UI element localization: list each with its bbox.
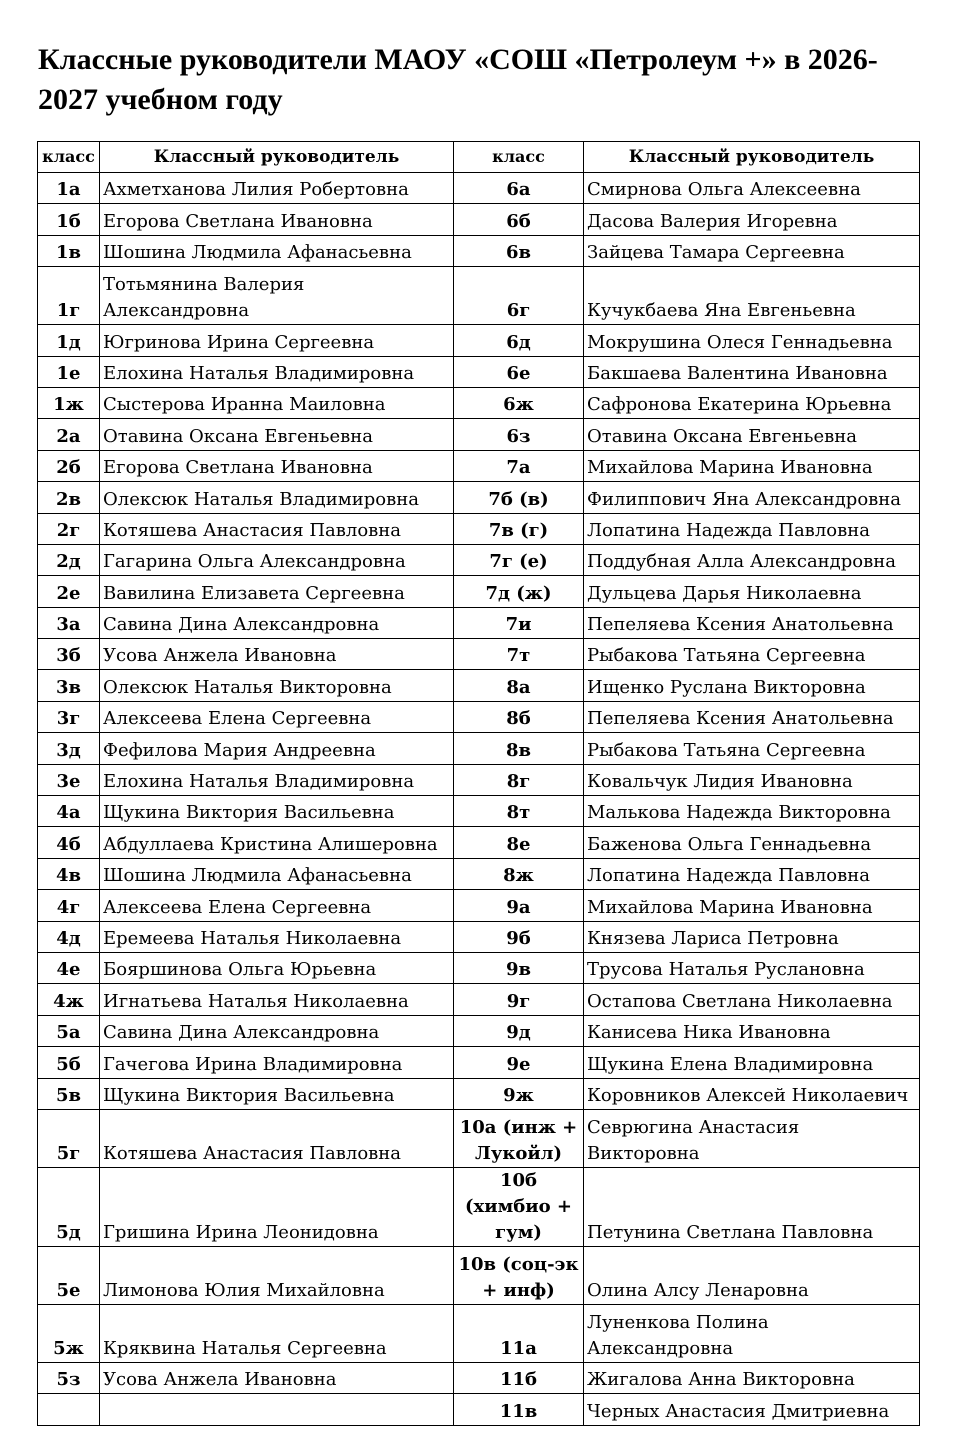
table-row	[38, 952, 920, 983]
class-cell: 3д	[38, 733, 100, 764]
class-cell: 4в	[38, 858, 100, 889]
class-cell: 2а	[38, 419, 100, 450]
class-cell: 3в	[38, 670, 100, 701]
class-cell: 1в	[38, 235, 100, 266]
table-row	[38, 1304, 920, 1362]
table-row	[38, 1078, 920, 1109]
class-cell: 4а	[38, 796, 100, 827]
teacher-cell: Мокрушина Олеся Геннадьевна	[584, 325, 920, 356]
class-cell: 5д	[38, 1167, 100, 1246]
class-cell: 1г	[38, 267, 100, 325]
table-row	[38, 890, 920, 921]
class-cell: 9г	[454, 984, 584, 1015]
table-row	[38, 733, 920, 764]
class-cell: 5г	[38, 1109, 100, 1167]
table-row	[38, 235, 920, 266]
class-cell: 1а	[38, 173, 100, 204]
teacher-cell: Шошина Людмила Афанасьевна	[100, 235, 454, 266]
class-cell: 11а	[454, 1304, 584, 1362]
class-cell: 2г	[38, 513, 100, 544]
class-cell: 1д	[38, 325, 100, 356]
class-cell: 9в	[454, 952, 584, 983]
class-cell: 7в (г)	[454, 513, 584, 544]
table-row	[38, 482, 920, 513]
teacher-cell: Гагарина Ольга Александровна	[100, 544, 454, 575]
class-cell: 6ж	[454, 387, 584, 418]
teacher-cell: Дасова Валерия Игоревна	[584, 204, 920, 235]
teacher-cell: Еремеева Наталья Николаевна	[100, 921, 454, 952]
class-cell: 9б	[454, 921, 584, 952]
teacher-cell: Гришина Ирина Леонидовна	[100, 1167, 454, 1246]
teacher-cell: Бояршинова Ольга Юрьевна	[100, 952, 454, 983]
table-row	[38, 325, 920, 356]
teacher-cell: Баженова Ольга Геннадьевна	[584, 827, 920, 858]
teacher-cell: Филиппович Яна Александровна	[584, 482, 920, 513]
teacher-cell: Жигалова Анна Викторовна	[584, 1362, 920, 1393]
class-cell: 7б (в)	[454, 482, 584, 513]
table-row	[38, 858, 920, 889]
teacher-cell: Олексюк Наталья Владимировна	[100, 482, 454, 513]
teacher-cell: Савина Дина Александровна	[100, 1015, 454, 1046]
table-row	[38, 1109, 920, 1167]
teachers-table	[37, 141, 920, 1426]
class-cell: 6а	[454, 173, 584, 204]
teacher-cell: Усова Анжела Ивановна	[100, 1362, 454, 1393]
class-cell: 6д	[454, 325, 584, 356]
class-cell: 3е	[38, 764, 100, 795]
teacher-cell: Лопатина Надежда Павловна	[584, 513, 920, 544]
class-cell: 7т	[454, 639, 584, 670]
teacher-cell: Дульцева Дарья Николаевна	[584, 576, 920, 607]
class-cell: 7д (ж)	[454, 576, 584, 607]
teacher-cell: Пепеляева Ксения Анатольевна	[584, 607, 920, 638]
teacher-cell: Поддубная Алла Александровна	[584, 544, 920, 575]
class-cell: 11б	[454, 1362, 584, 1393]
teacher-cell: Ахметханова Лилия Робертовна	[100, 173, 454, 204]
class-cell: 5ж	[38, 1304, 100, 1362]
teacher-cell: Тотьмянина Валерия Александровна	[100, 267, 454, 325]
class-cell: 6б	[454, 204, 584, 235]
teacher-cell: Кучукбаева Яна Евгеньевна	[584, 267, 920, 325]
table-row	[38, 267, 920, 325]
class-cell: 10б (химбио + гум)	[454, 1167, 584, 1246]
teacher-cell: Егорова Светлана Ивановна	[100, 450, 454, 481]
class-cell: 6г	[454, 267, 584, 325]
table-row	[38, 701, 920, 732]
table-row	[38, 1394, 920, 1425]
teacher-cell: Рыбакова Татьяна Сергеевна	[584, 639, 920, 670]
class-cell: 7и	[454, 607, 584, 638]
teacher-cell: Котяшева Анастасия Павловна	[100, 1109, 454, 1167]
teacher-cell: Елохина Наталья Владимировна	[100, 764, 454, 795]
teacher-cell: Алексеева Елена Сергеевна	[100, 701, 454, 732]
class-cell: 4е	[38, 952, 100, 983]
header-teacher-left: Классный руководитель	[100, 142, 454, 173]
teacher-cell: Котяшева Анастасия Павловна	[100, 513, 454, 544]
table-body	[38, 173, 920, 1426]
table-header-row	[38, 142, 920, 173]
teacher-cell: Сафронова Екатерина Юрьевна	[584, 387, 920, 418]
class-cell: 6е	[454, 356, 584, 387]
class-cell: 3г	[38, 701, 100, 732]
table-row	[38, 1362, 920, 1393]
teacher-cell: Коровников Алексей Николаевич	[584, 1078, 920, 1109]
class-cell: 8е	[454, 827, 584, 858]
class-cell: 4б	[38, 827, 100, 858]
class-cell: 11в	[454, 1394, 584, 1425]
table-row	[38, 639, 920, 670]
table-row	[38, 1047, 920, 1078]
teacher-cell: Малькова Надежда Викторовна	[584, 796, 920, 827]
teacher-cell: Елохина Наталья Владимировна	[100, 356, 454, 387]
class-cell: 4ж	[38, 984, 100, 1015]
teacher-cell: Зайцева Тамара Сергеевна	[584, 235, 920, 266]
class-cell	[38, 1394, 100, 1425]
class-cell: 2е	[38, 576, 100, 607]
class-cell: 7г (е)	[454, 544, 584, 575]
table-row	[38, 450, 920, 481]
teacher-cell: Ковальчук Лидия Ивановна	[584, 764, 920, 795]
teacher-cell: Рыбакова Татьяна Сергеевна	[584, 733, 920, 764]
table-row	[38, 921, 920, 952]
teacher-cell: Сыстерова Иранна Маиловна	[100, 387, 454, 418]
teacher-cell: Ищенко Руслана Викторовна	[584, 670, 920, 701]
teacher-cell: Отавина Оксана Евгеньевна	[584, 419, 920, 450]
class-cell: 8г	[454, 764, 584, 795]
teacher-cell: Югринова Ирина Сергеевна	[100, 325, 454, 356]
class-cell: 4г	[38, 890, 100, 921]
teacher-cell: Гачегова Ирина Владимировна	[100, 1047, 454, 1078]
table-row	[38, 356, 920, 387]
teacher-cell: Абдуллаева Кристина Алишеровна	[100, 827, 454, 858]
teacher-cell: Кряквина Наталья Сергеевна	[100, 1304, 454, 1362]
teacher-cell: Усова Анжела Ивановна	[100, 639, 454, 670]
class-cell: 5е	[38, 1246, 100, 1304]
teacher-cell: Черных Анастасия Дмитриевна	[584, 1394, 920, 1425]
class-cell: 2в	[38, 482, 100, 513]
teacher-cell: Михайлова Марина Ивановна	[584, 890, 920, 921]
teacher-cell: Смирнова Ольга Алексеевна	[584, 173, 920, 204]
table-row	[38, 984, 920, 1015]
teacher-cell: Князева Лариса Петровна	[584, 921, 920, 952]
table-row	[38, 513, 920, 544]
class-cell: 9ж	[454, 1078, 584, 1109]
header-teacher-right: Классный руководитель	[584, 142, 920, 173]
table-row	[38, 1167, 920, 1246]
teacher-cell: Фефилова Мария Андреевна	[100, 733, 454, 764]
class-cell: 1ж	[38, 387, 100, 418]
teacher-cell: Савина Дина Александровна	[100, 607, 454, 638]
table-row	[38, 173, 920, 204]
class-cell: 3а	[38, 607, 100, 638]
table-row	[38, 764, 920, 795]
teacher-cell: Луненкова Полина Александровна	[584, 1304, 920, 1362]
teacher-cell: Щукина Виктория Васильевна	[100, 796, 454, 827]
teacher-cell: Петунина Светлана Павловна	[584, 1167, 920, 1246]
teacher-cell: Трусова Наталья Руслановна	[584, 952, 920, 983]
class-cell: 9а	[454, 890, 584, 921]
teacher-cell: Щукина Виктория Васильевна	[100, 1078, 454, 1109]
class-cell: 3б	[38, 639, 100, 670]
table-row	[38, 1246, 920, 1304]
class-cell: 10в (соц-эк + инф)	[454, 1246, 584, 1304]
class-cell: 8т	[454, 796, 584, 827]
teacher-cell: Олина Алсу Ленаровна	[584, 1246, 920, 1304]
table-row	[38, 796, 920, 827]
teacher-cell: Вавилина Елизавета Сергеевна	[100, 576, 454, 607]
class-cell: 9е	[454, 1047, 584, 1078]
class-cell: 9д	[454, 1015, 584, 1046]
header-class-left: класс	[38, 142, 100, 173]
class-cell: 8б	[454, 701, 584, 732]
class-cell: 8ж	[454, 858, 584, 889]
table-row	[38, 827, 920, 858]
teacher-cell: Олексюк Наталья Викторовна	[100, 670, 454, 701]
table-row	[38, 544, 920, 575]
class-cell: 7а	[454, 450, 584, 481]
table-row	[38, 1015, 920, 1046]
class-cell: 8в	[454, 733, 584, 764]
teacher-cell: Лимонова Юлия Михайловна	[100, 1246, 454, 1304]
teacher-cell: Егорова Светлана Ивановна	[100, 204, 454, 235]
table-row	[38, 387, 920, 418]
teacher-cell: Бакшаева Валентина Ивановна	[584, 356, 920, 387]
class-cell: 5в	[38, 1078, 100, 1109]
class-cell: 1е	[38, 356, 100, 387]
class-cell: 4д	[38, 921, 100, 952]
table-row	[38, 204, 920, 235]
teacher-cell: Севрюгина Анастасия Викторовна	[584, 1109, 920, 1167]
class-cell: 6в	[454, 235, 584, 266]
table-row	[38, 419, 920, 450]
teacher-cell: Игнатьева Наталья Николаевна	[100, 984, 454, 1015]
teacher-cell: Канисева Ника Ивановна	[584, 1015, 920, 1046]
class-cell: 10а (инж + Лукойл)	[454, 1109, 584, 1167]
teacher-cell: Щукина Елена Владимировна	[584, 1047, 920, 1078]
header-class-right: класс	[454, 142, 584, 173]
class-cell: 6з	[454, 419, 584, 450]
teacher-cell: Остапова Светлана Николаевна	[584, 984, 920, 1015]
class-cell: 2д	[38, 544, 100, 575]
table-row	[38, 670, 920, 701]
teacher-cell: Лопатина Надежда Павловна	[584, 858, 920, 889]
class-cell: 8а	[454, 670, 584, 701]
teacher-cell: Шошина Людмила Афанасьевна	[100, 858, 454, 889]
class-cell: 1б	[38, 204, 100, 235]
class-cell: 5а	[38, 1015, 100, 1046]
class-cell: 2б	[38, 450, 100, 481]
class-cell: 5б	[38, 1047, 100, 1078]
teacher-cell: Отавина Оксана Евгеньевна	[100, 419, 454, 450]
teacher-cell	[100, 1394, 454, 1425]
table-row	[38, 607, 920, 638]
teacher-cell: Михайлова Марина Ивановна	[584, 450, 920, 481]
table-row	[38, 576, 920, 607]
class-cell: 5з	[38, 1362, 100, 1393]
teacher-cell: Алексеева Елена Сергеевна	[100, 890, 454, 921]
teacher-cell: Пепеляева Ксения Анатольевна	[584, 701, 920, 732]
page-title: Классные руководители МАОУ «СОШ «Петролеум +» в 2026-2027 учебном году	[38, 43, 878, 116]
